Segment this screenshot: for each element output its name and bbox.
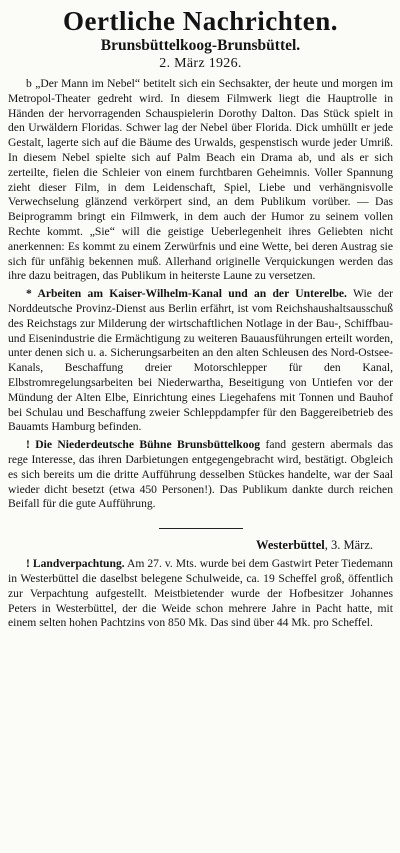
place-heading: Brunsbüttelkoog-Brunsbüttel. bbox=[100, 37, 301, 54]
article-canal-text: Wie der Norddeutsche Provinz-Dienst aus Berlin erfährt, ist vom Reichshaushaltsausschuß des Reichstags zur Milderung der wirtschaftlichen Notlage in der Bau-, Schiffbau- und Eisenindustrie die Ermächtigung zu weiteren Bauausführungen erteilt worden, unter denen sich u. a. Sicherungsarbeiten an den alten Schleusen des Nord-Ostsee-Kanals, Beschaffung dreier Motorschlepper für den Kanal, Elbstromregelungsarbeiten bei Niederwartha, Beseitigung von Untiefen vor der Mündung der Alten Elbe, Einrichtung eines Liegehafens mit Tonnen und Bauhof bei Schulau und Beschaffung zweier Schleppdampfer für den Baggereibetrieb des Bauamts Hamburg befinden. bbox=[8, 287, 393, 434]
dateline-date: , 3. März. bbox=[324, 538, 373, 553]
section-title: Oertliche Nachrichten. bbox=[63, 6, 338, 36]
article-theatre bbox=[8, 438, 393, 512]
article-theatre-text: fand gestern abermals das rege Interesse, das ihren Darbietungen entgegengebracht wird, bestätigt. Obgleich es sich bereits um die dritte Aufführung desselben Stückes handelte, war der Saal wieder dicht besetzt (etwa 450 Personen!). Das Publikum dankte durch reichen Beifall für die gute Aufführung. bbox=[8, 438, 394, 511]
westerbuettel-dateline bbox=[8, 537, 373, 553]
article-land-lease-headline: ! Landverpachtung. bbox=[26, 557, 125, 571]
article-film bbox=[8, 77, 393, 284]
article-canal bbox=[8, 287, 393, 435]
article-canal-headline: * Arbeiten am Kaiser-Wilhelm-Kanal und an der Unterelbe. bbox=[26, 287, 347, 301]
article-land-lease-text: Am 27. v. Mts. wurde bei dem Gastwirt Peter Tiedemann in Westerbüttel die daselbst belegene Schulweide, ca. 19 Scheffel groß, öffentlich zur Verpachtung aufgestellt. Meistbietender wurde der Hofbesitzer Johannes Peters in Westerbüttel, der die Weide schon mehrere Jahre in Pacht hatte, mit einem selten hohen Pachtzins von 850 Mk. Das sind über 44 Mk. pro Scheffel. bbox=[8, 557, 393, 630]
article-theatre-headline: ! Die Niederdeutsche Bühne Brunsbüttelkoog bbox=[26, 438, 261, 452]
article-land-lease bbox=[8, 557, 393, 631]
issue-date: 2. März 1926. bbox=[159, 56, 242, 71]
article-film-text: b „Der Mann im Nebel“ betitelt sich ein Sechsakter, der heute und morgen im Metropol-Theater gedreht wird. In diesem Filmwerk liegt die Hauptrolle in Händen der hervorragenden Schauspielerin Dorothy Dalton. Das Stück spielt in den Urwäldern Floridas. Schwer lag der Nebel über Florida. Dick umhüllt er jede Gestalt, lagerte sich auf die Bäume des Urwalds, gespenstisch wurde jeder Umriß. In diesem Nebel spielte sich auf Palm Beach ein Drama ab, und als er sich zerteilte, fielen die Schleier von einem furchtbaren Geheimnis. Voller Spannung zieht dieser Film, in dem Leidenschaft, Spiel, Liebe und verhängnisvolle Verwechselung glänzend verkörpert sind, an dem Publikum vorüber. — Das Beiprogramm bringt ein Filmwerk, in dem auch der Humor zu seinem vollen Rechte kommt. „Sie“ will die geistige Ueberlegenheit ihres Geliebten nicht anerkennen: Es kommt zu einem Zerwürfnis und eine Wette, bei deren Austrag sie sich für unfähig bekennen muß. Allerhand originelle Verquickungen werden das ihre dazu beitragen, das Publikum in heiterste Laune zu versetzen. bbox=[8, 77, 393, 283]
section-divider bbox=[159, 528, 243, 529]
dateline-place: Westerbüttel bbox=[256, 538, 325, 553]
